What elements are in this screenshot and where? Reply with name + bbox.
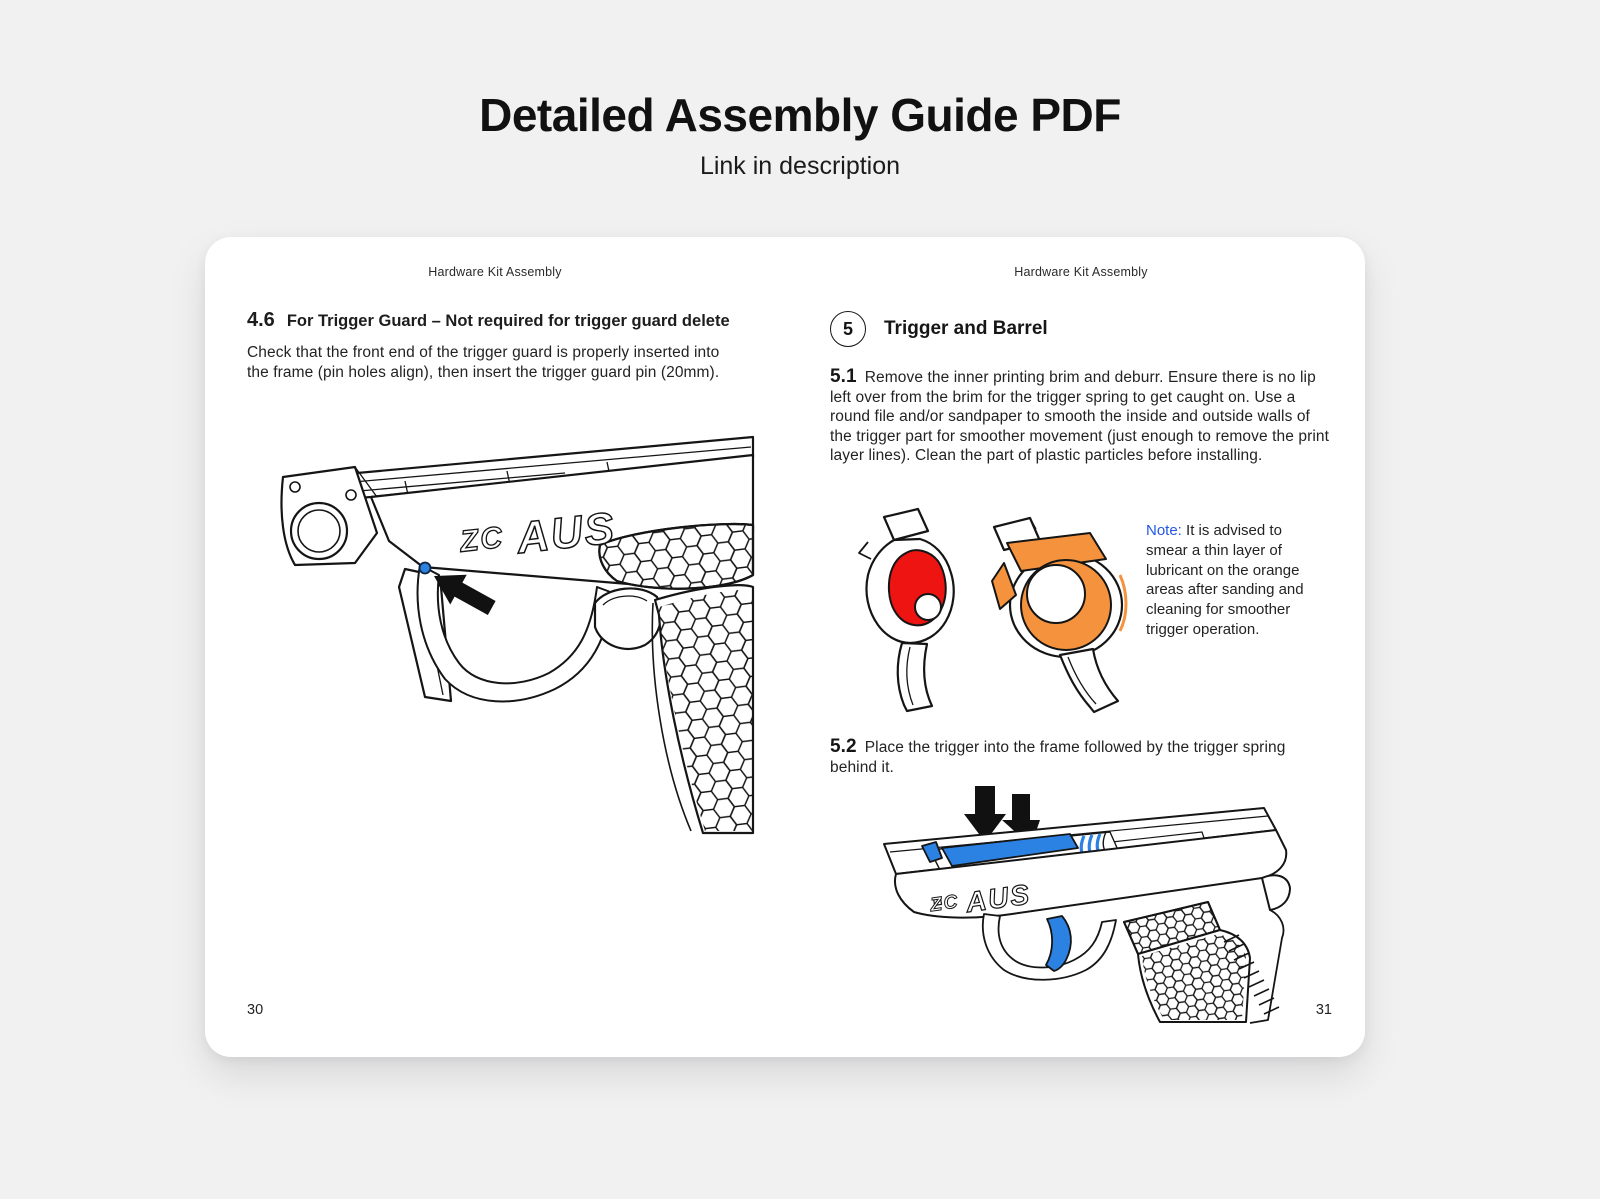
pdf-page-31 xyxy=(830,237,1332,1057)
step-5-2-number: 5.2 xyxy=(830,736,857,757)
step-5-1-number: 5.1 xyxy=(830,366,857,387)
note-text: It is advised to smear a thin layer of lubricant on the orange areas after sanding and cleaning for smoother trigger operation. xyxy=(1146,522,1304,638)
frame-logo-aus: AUS xyxy=(514,503,619,564)
page-number-30: 30 xyxy=(247,1002,264,1018)
step-5-title: Trigger and Barrel xyxy=(884,318,1048,339)
page-subtitle: Link in description xyxy=(699,152,901,180)
page-number-31: 31 xyxy=(1315,1002,1332,1018)
section-4-6-heading xyxy=(247,309,730,332)
frame-logo-zc: ZC xyxy=(928,891,961,917)
note-label: Note: xyxy=(1146,522,1182,539)
figure-trigger-sanding xyxy=(844,497,1144,717)
page-title: Detailed Assembly Guide PDF xyxy=(479,89,1121,141)
pdf-page-30 xyxy=(247,237,743,1057)
step-5-1-text: Remove the inner printing brim and deburr. Ensure there is no lip left over from the brim for the trigger spring to get caught on. Use a round file and/or sandpaper to smooth the inside and outside walls of the trigger part for smoother movement (just enough to remove the print layer lines). Clean the part of plastic particles before installing. xyxy=(830,369,1330,465)
note-block xyxy=(1146,521,1322,640)
step-5-1-body xyxy=(830,367,1332,466)
running-head-left: Hardware Kit Assembly xyxy=(428,265,562,279)
step-5-heading xyxy=(830,311,1048,347)
frame-logo-aus: AUS xyxy=(964,878,1033,919)
figure-trigger-install xyxy=(872,780,1292,1025)
step-5-2-body xyxy=(830,737,1332,777)
frame-logo-zc: ZC xyxy=(458,520,506,559)
section-title: For Trigger Guard – Not required for trigger guard delete xyxy=(286,312,730,330)
section-4-6-body: Check that the front end of the trigger guard is properly inserted into the frame (pin holes align), then insert the trigger guard pin (20mm). xyxy=(247,344,720,381)
running-head-right: Hardware Kit Assembly xyxy=(1014,265,1148,279)
pin-marker xyxy=(420,563,431,574)
figure-frame-pin-diagram xyxy=(255,435,755,835)
section-number: 4.6 xyxy=(247,309,275,331)
step-5-badge: 5 xyxy=(830,311,866,347)
step-5-2-text: Place the trigger into the frame followed by the trigger spring behind it. xyxy=(830,739,1286,776)
pdf-spread-card xyxy=(205,237,1365,1057)
